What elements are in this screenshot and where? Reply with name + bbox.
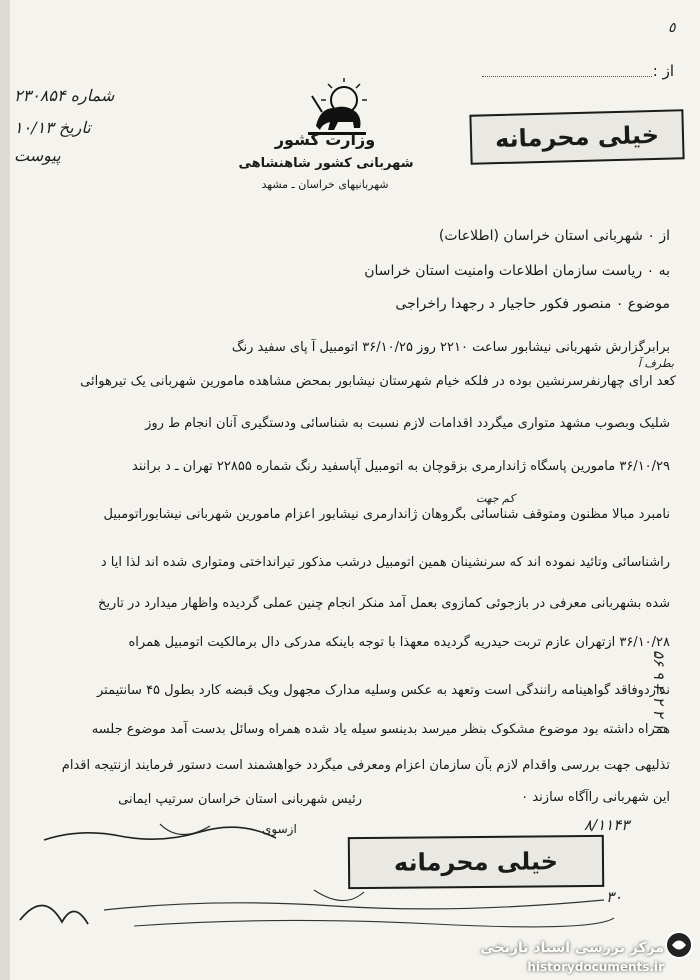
body-line-6: راشناسائی وتائید نموده اند که سرنشینان همین اتومبیل درشب مذکور تیرانداختی ومتواری شده اند لذا ایا د (100, 555, 670, 570)
police-subtitle: شهربانیهای خراسان ـ مشهد (261, 178, 389, 191)
from-line: از ۰ شهربانی استان خراسان (اطلاعات) (438, 228, 670, 244)
body-line-11: تذلیهی جهت بررسی واقدام لازم بآن سازمان اعزام ومعرفی میگردد خواهشمند است دستور فرمایند ازنتیجه اقدام (61, 758, 670, 773)
signature-title: رئیس شهربانی استان خراسان سرتیپ ایمانی (118, 792, 362, 807)
watermark-text: مرکز بررسی اسناد تاریخی (480, 940, 664, 956)
reference-date: تاریخ ۱۰/۱۳ (14, 118, 91, 137)
from-field-line (482, 76, 652, 77)
reference-attachment: پیوست (14, 146, 61, 165)
body-line-10: همراه داشته بود موضوع مشکوک بنظر میرسد بدینسو سیله یاد شده همراه وسائل بدست آمد موضوع جلسه (91, 722, 670, 737)
lion-and-sun-emblem-icon (298, 78, 378, 138)
corner-mark: ٥ (668, 20, 676, 36)
registry-number: ۸/۱۱۴۳ (584, 816, 630, 834)
cc-label: ازسوی (262, 822, 297, 836)
body-line-7: شده بشهربانی معرفی در بازجوئی کمازوی بعمل آمد منکر انجام چنین عملی گردیده واظهار میدارد در تاریخ (98, 596, 670, 611)
body-line-5: نامبرد مبالا مظنون ومتوقف شناسائی بگروهان ژاندارمری نیشابور اعزام مامورین شهربانی نیشابوراتومبیل (103, 507, 670, 522)
watermark-url: historydocuments.ir (527, 960, 664, 974)
handwritten-annotation (14, 880, 614, 940)
subject-line: موضوع ۰ منصور فکور حاجیار د رجهدا راخراجی (395, 296, 670, 312)
body-line-3: شلیک وبصوب مشهد متواری میگردد اقدامات لازم نسبت به شناسائی ودستگیری آنان انجام ط روز (145, 416, 670, 431)
watermark-logo-icon (664, 930, 694, 960)
body-line-2: کعد ارای چهارنفرسرنشین بوده در فلکه خیام شهرستان نیشابور بمحض مشاهده مامورین شهربانی یک تیرهوائی (80, 374, 676, 389)
body-line-9: نداردوفاقد گواهینامه رانندگی است وتعهد به عکس وسلیه مدارک مجهول ویک قبضه کارد بطول ۴۵ سانتیمتر (97, 683, 670, 698)
reference-number: شماره ۲۳۰۸۵۴ (14, 86, 115, 105)
to-line: به ۰ ریاست سازمان اطلاعات وامنیت استان خراسان (364, 263, 670, 279)
signature-scribble (40, 818, 280, 848)
body-line-8: ۳۶/۱۰/۲۸ ازتهران عازم تربت حیدریه گردیده معهذا با توجه باینکه مدرکی دال برمالکیت اتومبیل همراه (128, 635, 670, 650)
interlinear-note-1: بطرف آ (637, 357, 674, 370)
interlinear-note-2: کم جهت (476, 492, 515, 505)
classification-stamp-top: خیلی محرمانه (469, 109, 684, 165)
scan-edge (0, 0, 10, 980)
ministry-title: وزارت کشور (274, 130, 376, 149)
note-date: ۳۰ (606, 888, 623, 906)
body-line-1: برابرگزارش شهربانی نیشابور ساعت ۲۲۱۰ روز ۳۶/۱۰/۲۵ اتومبیل آ پای سفید رنگ (231, 340, 670, 355)
police-title: شهربانی کشور شاهنشاهی (238, 156, 414, 171)
from-field-label: از : (652, 62, 674, 80)
body-line-4: ۳۶/۱۰/۲۹ مامورین پاسگاه ژاندارمری بزقوچان به اتومبیل آپاسفید رنگ شماره ۲۲۸۵۵ تهران ـ د برانند (132, 459, 670, 474)
classification-stamp-bottom: خیلی محرمانه (348, 835, 604, 889)
body-line-12: این شهربانی راآگاه سازند ۰ (521, 790, 670, 805)
margin-note: ۵۶ ۹ ۲ ۲ ۲ ۱ (650, 650, 668, 731)
